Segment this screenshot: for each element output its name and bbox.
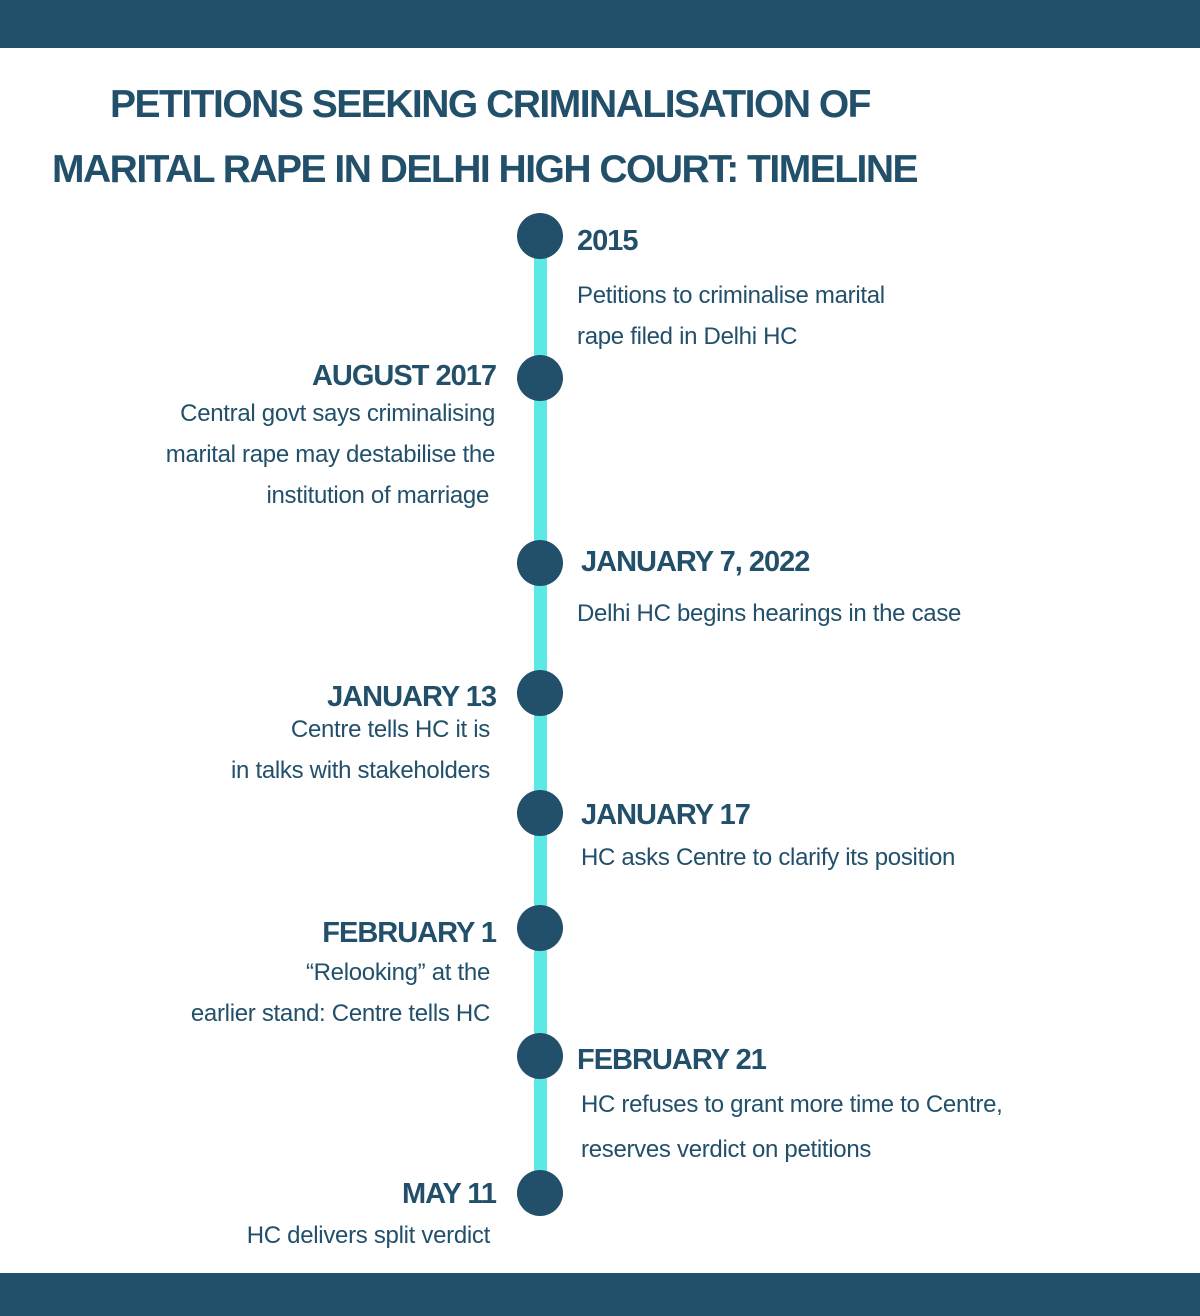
top-band: [0, 0, 1200, 48]
event-description-line: Petitions to criminalise marital: [577, 282, 885, 309]
event-description-line: earlier stand: Centre tells HC: [190, 1000, 490, 1027]
event-date-february-21: FEBRUARY 21: [577, 1044, 766, 1076]
event-description-line: Delhi HC begins hearings in the case: [577, 600, 962, 627]
event-description-line: Central govt says criminalising: [180, 400, 495, 427]
event-date-may-11: MAY 11: [402, 1178, 496, 1210]
timeline-dot-2015: [517, 213, 563, 259]
event-description-line: in talks with stakeholders: [231, 757, 490, 784]
event-description-line: “Relooking” at the: [305, 959, 490, 986]
timeline-dot-january-17: [517, 790, 563, 836]
event-description-line: Centre tells HC it is: [290, 716, 490, 743]
event-description-line: rape filed in Delhi HC: [577, 323, 798, 350]
timeline-dot-february-1: [517, 905, 563, 951]
timeline-dot-february-21: [517, 1033, 563, 1079]
bottom-band: [0, 1273, 1200, 1316]
event-description-line: institution of marriage: [266, 482, 489, 509]
event-date-2015: 2015: [577, 225, 638, 257]
event-date-august-2017: AUGUST 2017: [311, 360, 496, 392]
event-date-january-7-2022: JANUARY 7, 2022: [581, 546, 810, 578]
title-line-2: MARITAL RAPE IN DELHI HIGH COURT: TIMELINE: [52, 148, 918, 191]
event-date-january-17: JANUARY 17: [581, 799, 750, 831]
event-description-line: HC refuses to grant more time to Centre,: [581, 1091, 1003, 1118]
timeline-dot-may-11: [517, 1170, 563, 1216]
title-line-1: PETITIONS SEEKING CRIMINALISATION OF: [110, 83, 870, 126]
event-description-august-2017: [75, 402, 495, 522]
timeline-dot-january-13: [517, 670, 563, 716]
event-description-february-1: [70, 961, 490, 1041]
event-description-line: HC delivers split verdict: [246, 1222, 490, 1249]
timeline-dot-january-7-2022: [517, 540, 563, 586]
event-description-line: HC asks Centre to clarify its position: [581, 844, 956, 871]
event-description-line: reserves verdict on petitions: [581, 1136, 872, 1163]
event-description-line: marital rape may destabilise the: [165, 441, 495, 468]
timeline-dot-august-2017: [517, 355, 563, 401]
event-description-may-11: [70, 1224, 490, 1264]
event-date-february-1: FEBRUARY 1: [322, 917, 496, 949]
event-description-january-13: [70, 718, 490, 798]
event-date-january-13: JANUARY 13: [327, 681, 496, 713]
